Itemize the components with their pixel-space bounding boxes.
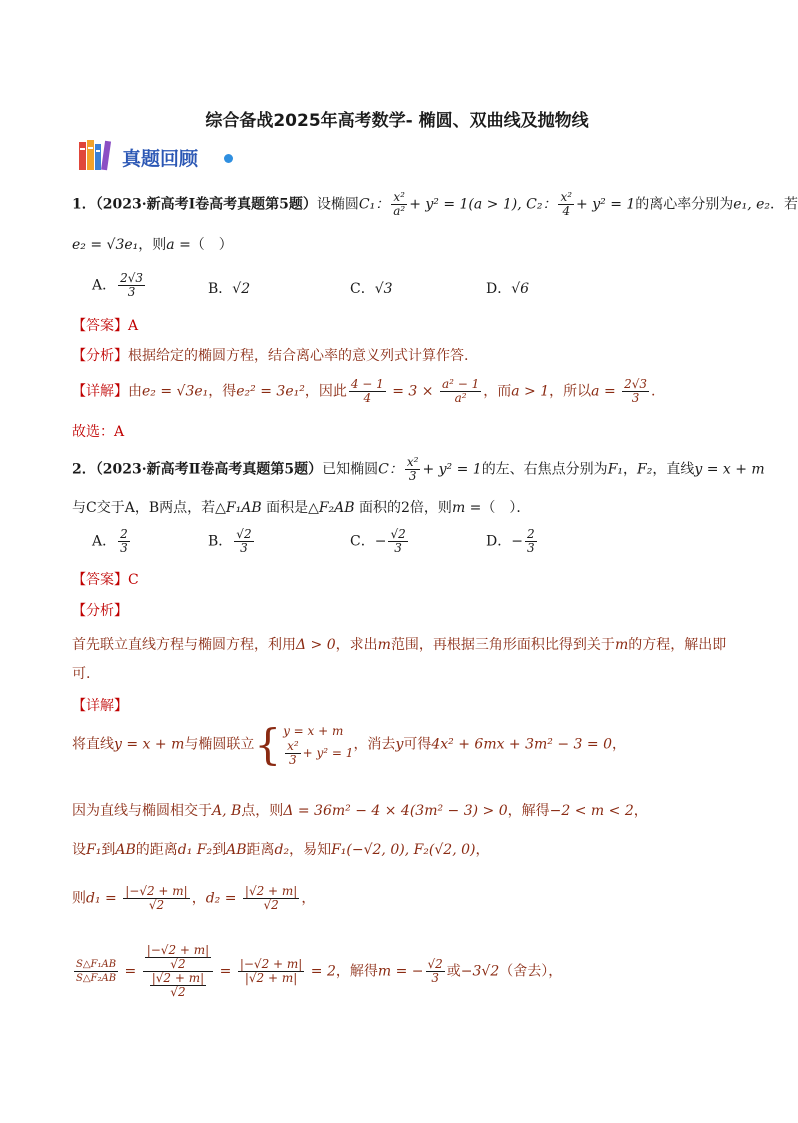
- books-icon: [78, 138, 118, 172]
- q2-stem-line2: 与C交于A，B两点，若△F₁AB 面积是△F₂AB 面积的2倍，则m =（ ）．: [72, 500, 531, 516]
- q1-detail: 【详解】由e₂ = √3e₁，得e₂² = 3e₁²，因此 $\frac{4 - 1}{4}$ = 3 × $\frac{\text{a² − 1}}{\text{a²}}$ ，而a > 1，所以a = $\frac{2√3}{3}$ .: [72, 377, 656, 405]
- q2-step5: $\frac{\text{S△F₁AB}}{\text{S△F₂AB}}$ = $\frac{\frac{|-√2 + m|}{√2}}{\frac{|√2 + m|}{√2}}$ = $\frac{|-√2 + m|}{|√2 + m|}$ = 2，解得m = − $\frac{√2}{3}$ 或−3√2（舍去），: [76, 943, 563, 999]
- q1-line2-text: ，则: [138, 237, 167, 253]
- q1-option-d[interactable]: D．√6: [486, 281, 530, 297]
- q1-c1: C₁：: [358, 196, 390, 213]
- q2-source: （2023·新高考Ⅱ卷高考真题第5题）: [95, 461, 323, 478]
- q1-frac-x2a2: $\frac{\text{x²}}{\text{a²}}$: [393, 190, 406, 218]
- q2-option-c[interactable]: C．− $\frac{√2}{3}$: [350, 527, 406, 555]
- q2-step4: 则d₁ = $\frac{|-√2 + m|}{√2}$ ，d₂ = $\frac{|√2 + m|}{√2}$ ，: [72, 884, 316, 912]
- q2-option-d[interactable]: D．− $\frac{2}{3}$: [486, 527, 535, 555]
- q2-number: 2．: [72, 461, 96, 478]
- q2-analysis-line2: 可.: [72, 666, 91, 682]
- q2-step3: 设F₁到AB的距离d₁ F₂到AB距离d₂，易知F₁(−√2, 0), F₂(√2, 0)，: [72, 842, 490, 858]
- q1-option-b[interactable]: B．√2: [208, 281, 251, 297]
- q1-number: 1．: [72, 196, 96, 213]
- q1-answer: 【答案】A: [72, 318, 139, 334]
- q2-step1: 将直线y = x + m与椭圆联立{ y = x + m $\frac{\text{x²}}{3}$ + y² = 1 ，消去y可得4x² + 6mx + 3m² − 3 = 0，: [72, 719, 626, 769]
- q1-option-a[interactable]: A． $\frac{2√3}{3}$: [92, 271, 144, 299]
- q2-detail-tag: 【详解】: [72, 698, 128, 714]
- q1-frac-x24: $\frac{\text{x²}}{4}$: [560, 190, 573, 218]
- section-dot: [224, 154, 233, 163]
- q2-option-a[interactable]: A． $\frac{2}{3}$: [92, 527, 128, 555]
- q1-eq2: + y² = 1: [576, 196, 636, 213]
- q1-choose: 故选：A: [72, 424, 125, 440]
- q1-line2-end: =（ ）: [174, 237, 233, 253]
- q1-e2eq: e₂ = √3e₁: [72, 237, 139, 253]
- q1-source: （2023·新高考Ⅰ卷高考真题第5题）: [95, 196, 317, 213]
- q2-option-b[interactable]: B． $\frac{√2}{3}$: [208, 527, 252, 555]
- q1-stem-text2: 的离心率分别为: [635, 196, 734, 213]
- q1-eq1: + y² = 1(a > 1), C₂：: [409, 196, 557, 213]
- q1-option-c[interactable]: C．√3: [350, 281, 393, 297]
- q1-stem-text3: ．若: [770, 196, 798, 213]
- section-title: 真题回顾: [122, 148, 199, 170]
- q2-stem-line1: 2．（2023·新高考Ⅱ卷高考真题第5题）已知椭圆C： $\frac{\text{x²}}{3}$ + y² = 1的左、右焦点分别为F₁，F₂，直线y = x + m: [72, 455, 765, 483]
- q2-answer: 【答案】C: [72, 572, 139, 588]
- q1-stem-line1: [72, 191, 798, 218]
- q2-analysis-line1: 首先联立直线方程与椭圆方程，利用Δ > 0，求出m范围，再根据三角形面积比得到关于m的方程，解出即: [72, 637, 727, 653]
- q1-analysis: 【分析】根据给定的椭圆方程，结合离心率的意义列式计算作答.: [72, 348, 469, 364]
- q1-stem-text: 设椭圆: [316, 196, 359, 213]
- q1-a: a: [166, 237, 175, 253]
- q1-e12: e₁, e₂: [733, 196, 770, 213]
- q1-stem-line2: [72, 234, 233, 254]
- q2-analysis-tag: 【分析】: [72, 603, 128, 619]
- q2-step2: 因为直线与椭圆相交于A, B点，则Δ = 36m² − 4 × 4(3m² − 3) > 0，解得−2 < m < 2，: [72, 803, 648, 819]
- page-title: 综合备战2025年高考数学- 椭圆、双曲线及抛物线: [205, 111, 589, 131]
